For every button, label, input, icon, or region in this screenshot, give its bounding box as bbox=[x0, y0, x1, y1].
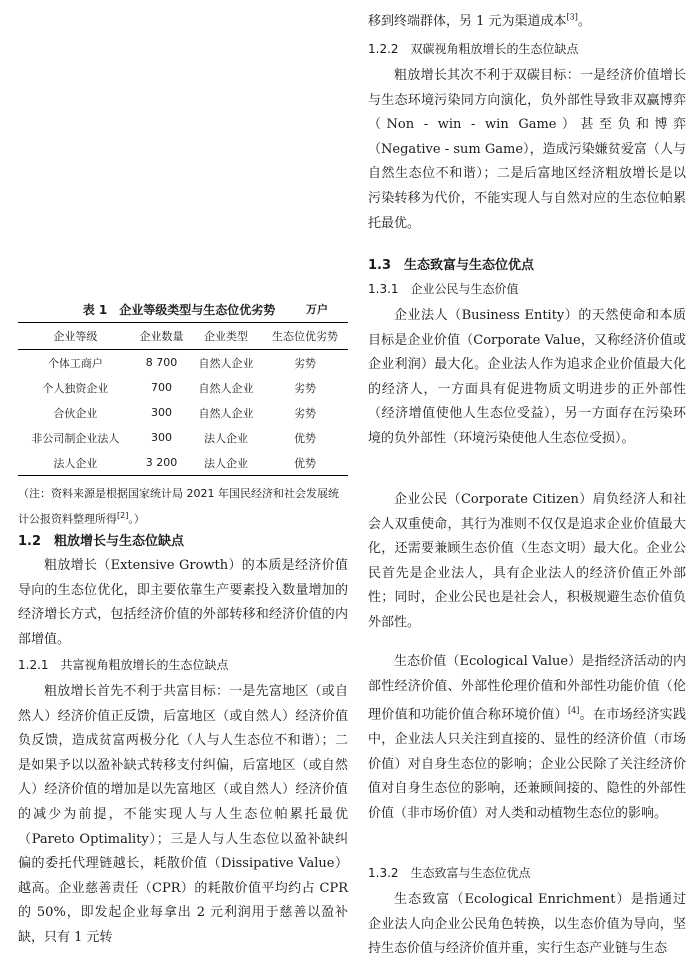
table-cell: 3 200 bbox=[133, 450, 190, 476]
table-cell: 法人企业 bbox=[190, 450, 262, 476]
table-cell: 自然人企业 bbox=[198, 356, 254, 370]
paragraph: 企业公民（Corporate Citizen）肩负经济人和社会人双重使命，其行为准则不仅仅是追求企业价值最大化，还需要兼顾生态价值（生态文明）最大化。企业公民首先是企业法人，具有企业法人的经济价值正外部性；同时，企业公民也是社会人，积极规避生态价值负外部性。 bbox=[368, 492, 686, 630]
paragraph: 粗放增长其次不利于双碳目标：一是经济价值增长与生态环境污染同方向演化，负外部性导致非双赢博弈（Non - win - win Game）甚至负和博弈（Negative - sum Game），造成污染嫌贫爱富（人与自然生态位不和谐）；二是后富地区经济粗放增长是以污染转移为代价，不能实现人与自然对应的生态位帕累托最优。 bbox=[368, 68, 686, 231]
table-cell: 劣势 bbox=[293, 381, 316, 395]
paragraph: 企业法人（Business Entity）的天然使命和本质目标是企业价值（Corporate Value，又称经济价值或企业利润）最大化。企业法人作为追求企业价值最大化的经济人，一方面具有促进物质文明进步的正外部性（经济增值使他人生态位受益），另一方面存在污染环境的负外部性（环境污染使他人生态位受损）。 bbox=[368, 308, 686, 446]
subsection-heading-1-3-1: 1.3.1 企业公民与生态价值 bbox=[368, 282, 519, 296]
table-cell: 非公司制企业法人 bbox=[31, 431, 120, 445]
table-cell: 700 bbox=[150, 381, 172, 394]
subsection-heading-1-2-2: 1.2.2 双碳视角粗放增长的生态位缺点 bbox=[368, 42, 579, 56]
table-cell: 优势 bbox=[262, 450, 348, 476]
table-cell: 个体工商户 bbox=[47, 356, 103, 370]
paragraph: 粗放增长（Extensive Growth）的本质是经济价值导向的生态位优化，即主要依靠生产要素投入数量增加的经济增长方式，包括经济价值的外部转移和经济价值的内部增值。 bbox=[18, 558, 348, 647]
data-table bbox=[18, 322, 348, 476]
table-title: 表 1 企业等级类型与生态位优劣势 bbox=[82, 303, 276, 317]
section-heading-1-2: 1.2 粗放增长与生态位缺点 bbox=[18, 534, 185, 549]
table-note: （注：资料来源是根据国家统计局 2021 年国民经济和社会发展统计公报资料整理所得[2]。） bbox=[18, 487, 339, 526]
subsection-heading-1-2-1: 1.2.1 共富视角粗放增长的生态位缺点 bbox=[18, 658, 229, 672]
table-cell: 劣势 bbox=[293, 406, 316, 420]
paragraph: 粗放增长首先不利于共富目标：一是先富地区（或自然人）经济价值正反馈，后富地区（或自然人）经济价值负反馈，造成贫富两极分化（人与人生态位不和谐）；二是如果予以以盈补缺式转移支付纠偏，后富地区（或自然人）经济价值的增加是以先富地区（或自然人）经济价值的减少为前提，不能实现人与人生态位帕累托最优（Pareto Optimality）；三是人与人生态位以盈补缺纠偏的委托代理链越长，耗散价值（Dissipative Value）越高。企业慈善责任（CPR）的耗散价值平均约占 CPR 的 50%，即发起企业每拿出 2 元利润用于慈善以盈补缺，只有 1 元转 bbox=[18, 684, 348, 945]
header-cell: 企业类型 bbox=[190, 323, 262, 350]
table-unit: 万户 bbox=[306, 303, 328, 316]
table-row bbox=[18, 375, 348, 400]
paragraph: 生态价值（Ecological Value）是指经济活动的内部性经济价值、外部性伦理价值和外部性功能价值（伦理价值和功能价值合称环境价值）[4]。在市场经济实践中，企业法人只关注到直接的、显性的经济价值（市场价值）对自身生态位的影响；企业公民除了关注经济价值对自身生态位的影响，还兼顾间接的、隐性的外部性价值（非市场价值）对人类和动植物生态位的影响。 bbox=[368, 654, 686, 821]
paragraph: 生态致富（Ecological Enrichment）是指通过企业法人向企业公民角色转换，以生态价值为导向，坚持生态价值与经济价值并重，实行生态产业链与生态 bbox=[368, 892, 686, 957]
table-cell: 8 700 bbox=[145, 356, 178, 369]
header-cell: 企业数量 bbox=[133, 323, 190, 350]
table-row bbox=[18, 425, 348, 450]
paragraph-continued bbox=[368, 6, 686, 35]
table-cell: 劣势 bbox=[293, 356, 316, 370]
table-cell: 300 bbox=[150, 406, 172, 419]
table-cell: 优势 bbox=[293, 431, 316, 445]
table-cell: 300 bbox=[150, 431, 172, 444]
table-header-row bbox=[18, 323, 348, 350]
table-cell: 法人企业 bbox=[204, 431, 249, 445]
header-cell: 企业等级 bbox=[18, 323, 133, 350]
header-cell: 生态位优劣势 bbox=[262, 323, 348, 350]
table-row bbox=[18, 450, 348, 476]
section-heading-1-3: 1.3 生态致富与生态位优点 bbox=[368, 258, 535, 273]
table-cell: 合伙企业 bbox=[53, 406, 98, 420]
table-row bbox=[18, 350, 348, 376]
table-row bbox=[18, 400, 348, 425]
table-cell: 自然人企业 bbox=[198, 381, 254, 395]
table-cell: 个人独资企业 bbox=[42, 381, 109, 395]
paragraph-text: 移到终端群体，另 1 元为渠道成本[3]。 bbox=[368, 13, 591, 30]
subsection-heading-1-3-2: 1.3.2 生态致富与生态位优点 bbox=[368, 866, 531, 880]
table-cell: 自然人企业 bbox=[198, 406, 254, 420]
table-cell: 法人企业 bbox=[18, 450, 133, 476]
